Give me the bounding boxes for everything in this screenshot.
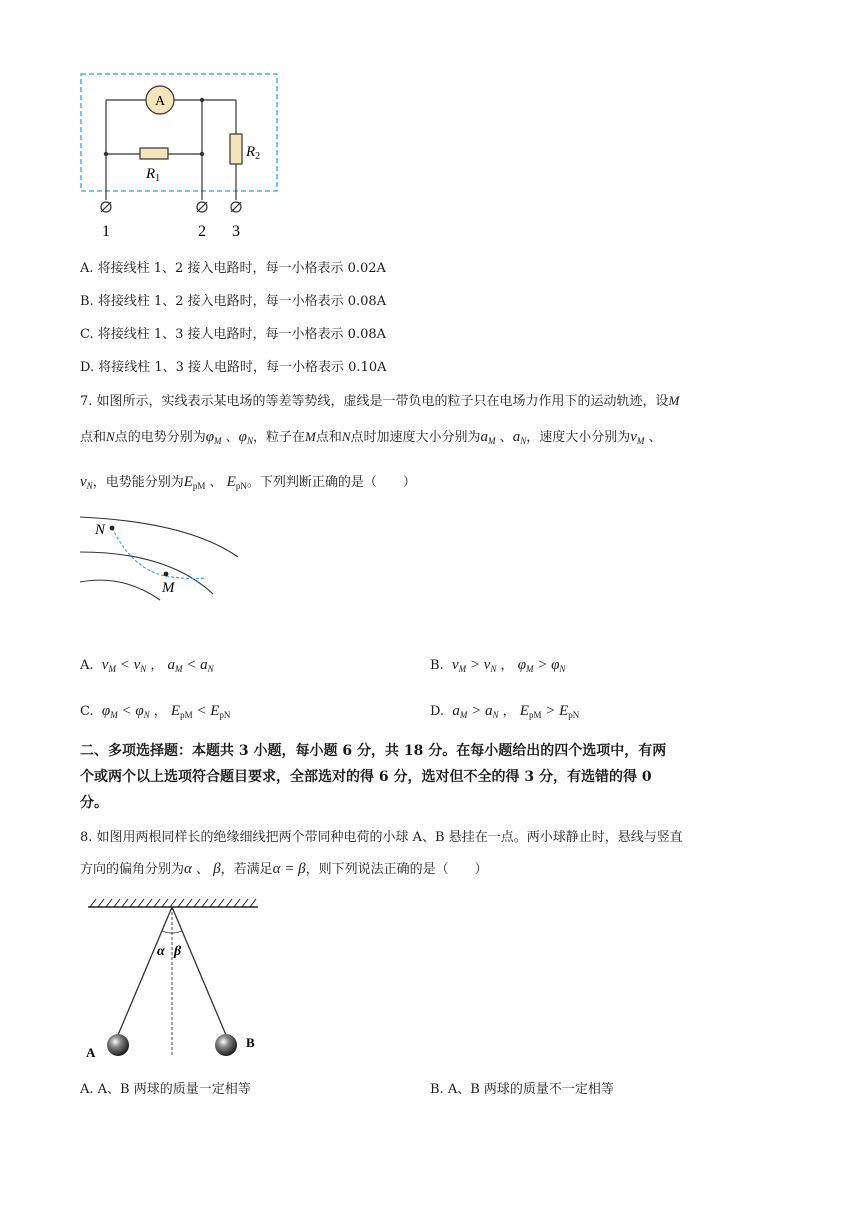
terminal-2-icon [197,202,207,212]
resistor-r1 [140,148,168,159]
section2-heading-line2: 个或两个以上选项符合题目要求，全部选对的得 6 分，选对但不全的得 3 分，有选错的得 0 [80,769,652,785]
r2-label: $R_2$ [246,144,261,162]
q8-stem-line1: 8. 如图用两根同样长的绝缘细线把两个带同种电荷的小球 A、B 悬挂在一点。两小球静止时，悬线与竖直 [80,830,683,845]
ball-b [215,1034,237,1056]
point-n [110,526,115,531]
label-m: M [162,580,175,596]
pendulum-figure [82,895,272,1065]
section2-heading-line3: 分。 [80,795,108,811]
q7-option-a: A. $v_M < v_N$ ， $a_M < a_N$ [80,657,214,674]
ceiling-hatching [90,899,256,907]
point-m [164,572,169,577]
junction-dot [200,98,204,102]
q7-option-b: B. $v_M > v_N$ ， $\varphi_M > \varphi_N$ [430,657,566,674]
q7-stem-line2: 点和N点的电势分别为$\varphi_M$ 、$\varphi_N$，粒子在M点和N点时加速度大小分别为$a_M$ 、$a_N$，速度大小分别为$v_M$ 、 [80,429,662,446]
resistor-r2 [230,134,242,164]
ball-a [107,1034,129,1056]
terminal-2-label: 2 [198,223,206,240]
q7-stem-line3: $v_N$，电势能分别为$E_{pM}$ 、 $E_{pN}$。下列判断正确的是（ ） [80,474,416,491]
q6-option-c: C. 将接线柱 1、3 接人电路时，每一小格表示 0.08A [80,327,387,342]
q8-option-b: B. A、B 两球的质量不一定相等 [430,1082,614,1097]
terminal-3-icon [231,202,241,212]
circuit-diagram [78,72,283,242]
equipotential-figure [78,512,248,602]
q8-option-a: A. A、B 两球的质量一定相等 [80,1082,251,1097]
q8-stem-line2: 方向的偏角分别为α 、 β，若满足α = β，则下列说法正确的是（ ） [80,861,488,877]
q7-stem-line1: 7. 如图所示，实线表示某电场的等差等势线，虚线是一带负电的粒子只在电场力作用下的运动轨迹，设M [80,393,680,409]
ball-b-label: B [246,1035,255,1050]
q7-option-d: D. $a_M > a_N$ ， $E_{pM} > E_{pN}$ [430,703,580,720]
ball-a-label: A [86,1045,96,1060]
q6-option-d: D. 将接线柱 1、3 接人电路时，每一小格表示 0.10A [80,360,387,375]
equipotential-line-3 [80,580,160,600]
beta-label: β [174,944,182,959]
r1-label: $R_1$ [146,166,161,184]
alpha-label: α [157,944,165,959]
string-b [172,907,226,1035]
q6-option-b: B. 将接线柱 1、2 接入电路时，每一小格表示 0.08A [80,294,387,309]
junction-dot [104,152,108,156]
label-n: N [95,522,106,538]
section2-heading-line1: 二、多项选择题：本题共 3 小题，每小题 6 分，共 18 分。在每小题给出的四个选项中，有两 [80,743,667,759]
equipotential-line-2 [80,552,213,594]
terminal-3-label: 3 [232,223,240,240]
string-a [118,907,172,1035]
junction-dot [200,152,204,156]
ammeter-label: A [154,94,166,109]
q7-option-c: C. $\varphi_M < \varphi_N$ ， $E_{pM} < E_{pN}$ [80,703,231,720]
terminal-1-label: 1 [102,223,110,240]
dashed-box [81,74,277,191]
q6-option-a: A. 将接线柱 1、2 接入电路时，每一小格表示 0.02A [80,261,386,276]
terminal-1-icon [101,202,111,212]
particle-trajectory [112,528,206,579]
